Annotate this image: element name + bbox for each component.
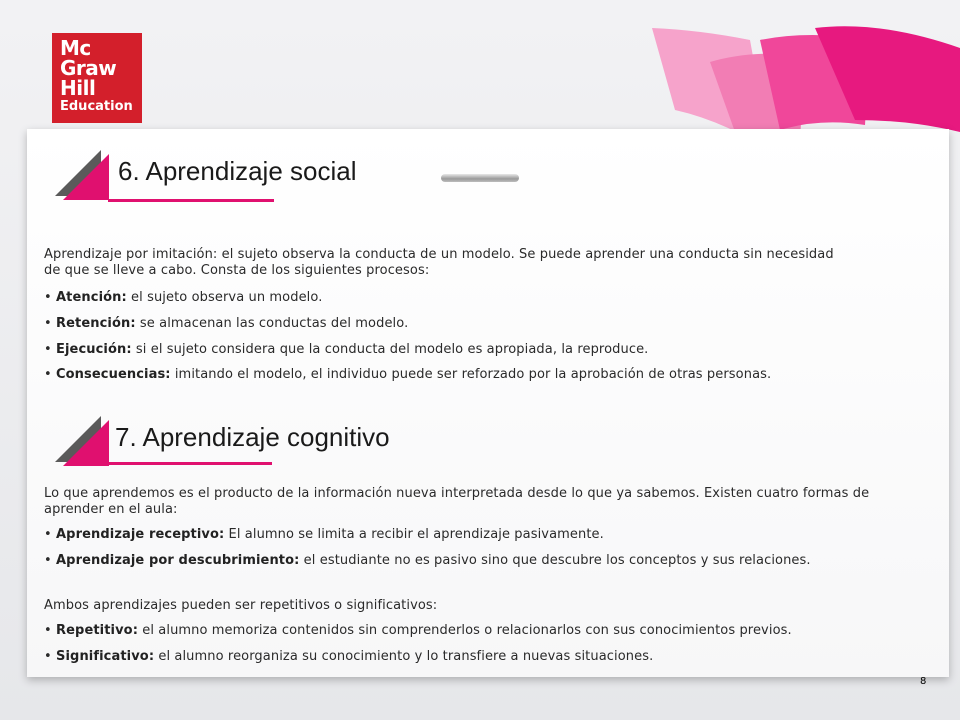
section-6-item	[44, 367, 814, 383]
section-7-intro: Lo que aprendemos es el producto de la información nueva interpretada desde lo que ya sabemos. Existen cuatro formas de aprender en el aula:	[44, 486, 870, 517]
section-6-intro: Aprendizaje por imitación: el sujeto observa la conducta de un modelo. Se puede aprender una conducta sin necesidad de que se lleve a cabo. Consta de los siguientes procesos:	[44, 247, 834, 278]
logo-line-1: Mc	[60, 36, 91, 60]
item-text: el alumno memoriza contenidos sin comprenderlos o relacionarlos con sus conocimientos previos.	[138, 623, 792, 638]
item-text: el sujeto observa un modelo.	[126, 290, 323, 305]
item-term: Aprendizaje receptivo:	[56, 527, 225, 542]
item-term: Ejecución:	[56, 342, 132, 357]
page-number: 8	[920, 676, 927, 687]
section-7-item	[44, 527, 894, 543]
section-7-item	[44, 649, 914, 665]
bullet: •	[44, 290, 52, 305]
logo-line-2: Graw	[60, 56, 117, 80]
bullet: •	[44, 649, 52, 664]
bullet: •	[44, 623, 52, 638]
item-text: si el sujeto considera que la conducta del modelo es apropiada, la reproduce.	[131, 342, 649, 357]
triangle-icon	[55, 416, 115, 468]
section-6-item	[44, 316, 864, 332]
decorative-pill	[441, 174, 519, 182]
triangle-icon	[55, 150, 115, 202]
bullet: •	[44, 527, 52, 542]
item-text: el estudiante no es pasivo sino que descubre los conceptos y sus relaciones.	[299, 553, 811, 568]
item-text: imitando el modelo, el individuo puede ser reforzado por la aprobación de otras personas.	[170, 367, 772, 382]
item-term: Atención:	[56, 290, 127, 305]
item-term: Aprendizaje por descubrimiento:	[56, 553, 300, 568]
logo-line-4: Education	[60, 99, 133, 114]
content-card	[27, 129, 949, 677]
bullet: •	[44, 316, 52, 331]
mcgraw-hill-logo	[52, 33, 142, 123]
section-7-middle: Ambos aprendizajes pueden ser repetitivos o significativos:	[44, 598, 438, 613]
item-term: Significativo:	[56, 649, 155, 664]
item-text: El alumno se limita a recibir el aprendizaje pasivamente.	[224, 527, 604, 542]
item-term: Repetitivo:	[56, 623, 139, 638]
logo-line-3: Hill	[60, 76, 96, 100]
section-7-item	[44, 623, 914, 639]
section-6-underline	[108, 199, 274, 202]
section-7-item	[44, 553, 834, 569]
section-6-item	[44, 290, 864, 306]
item-term: Retención:	[56, 316, 136, 331]
section-7-underline	[106, 462, 272, 465]
item-text: el alumno reorganiza su conocimiento y lo transfiere a nuevas situaciones.	[154, 649, 654, 664]
item-text: se almacenan las conductas del modelo.	[135, 316, 409, 331]
item-term: Consecuencias:	[56, 367, 171, 382]
bullet: •	[44, 342, 52, 357]
bullet: •	[44, 553, 52, 568]
bullet: •	[44, 367, 52, 382]
section-7-title: 7. Aprendizaje cognitivo	[115, 422, 390, 452]
section-6-title: 6. Aprendizaje social	[118, 156, 357, 186]
section-6-item	[44, 342, 864, 358]
